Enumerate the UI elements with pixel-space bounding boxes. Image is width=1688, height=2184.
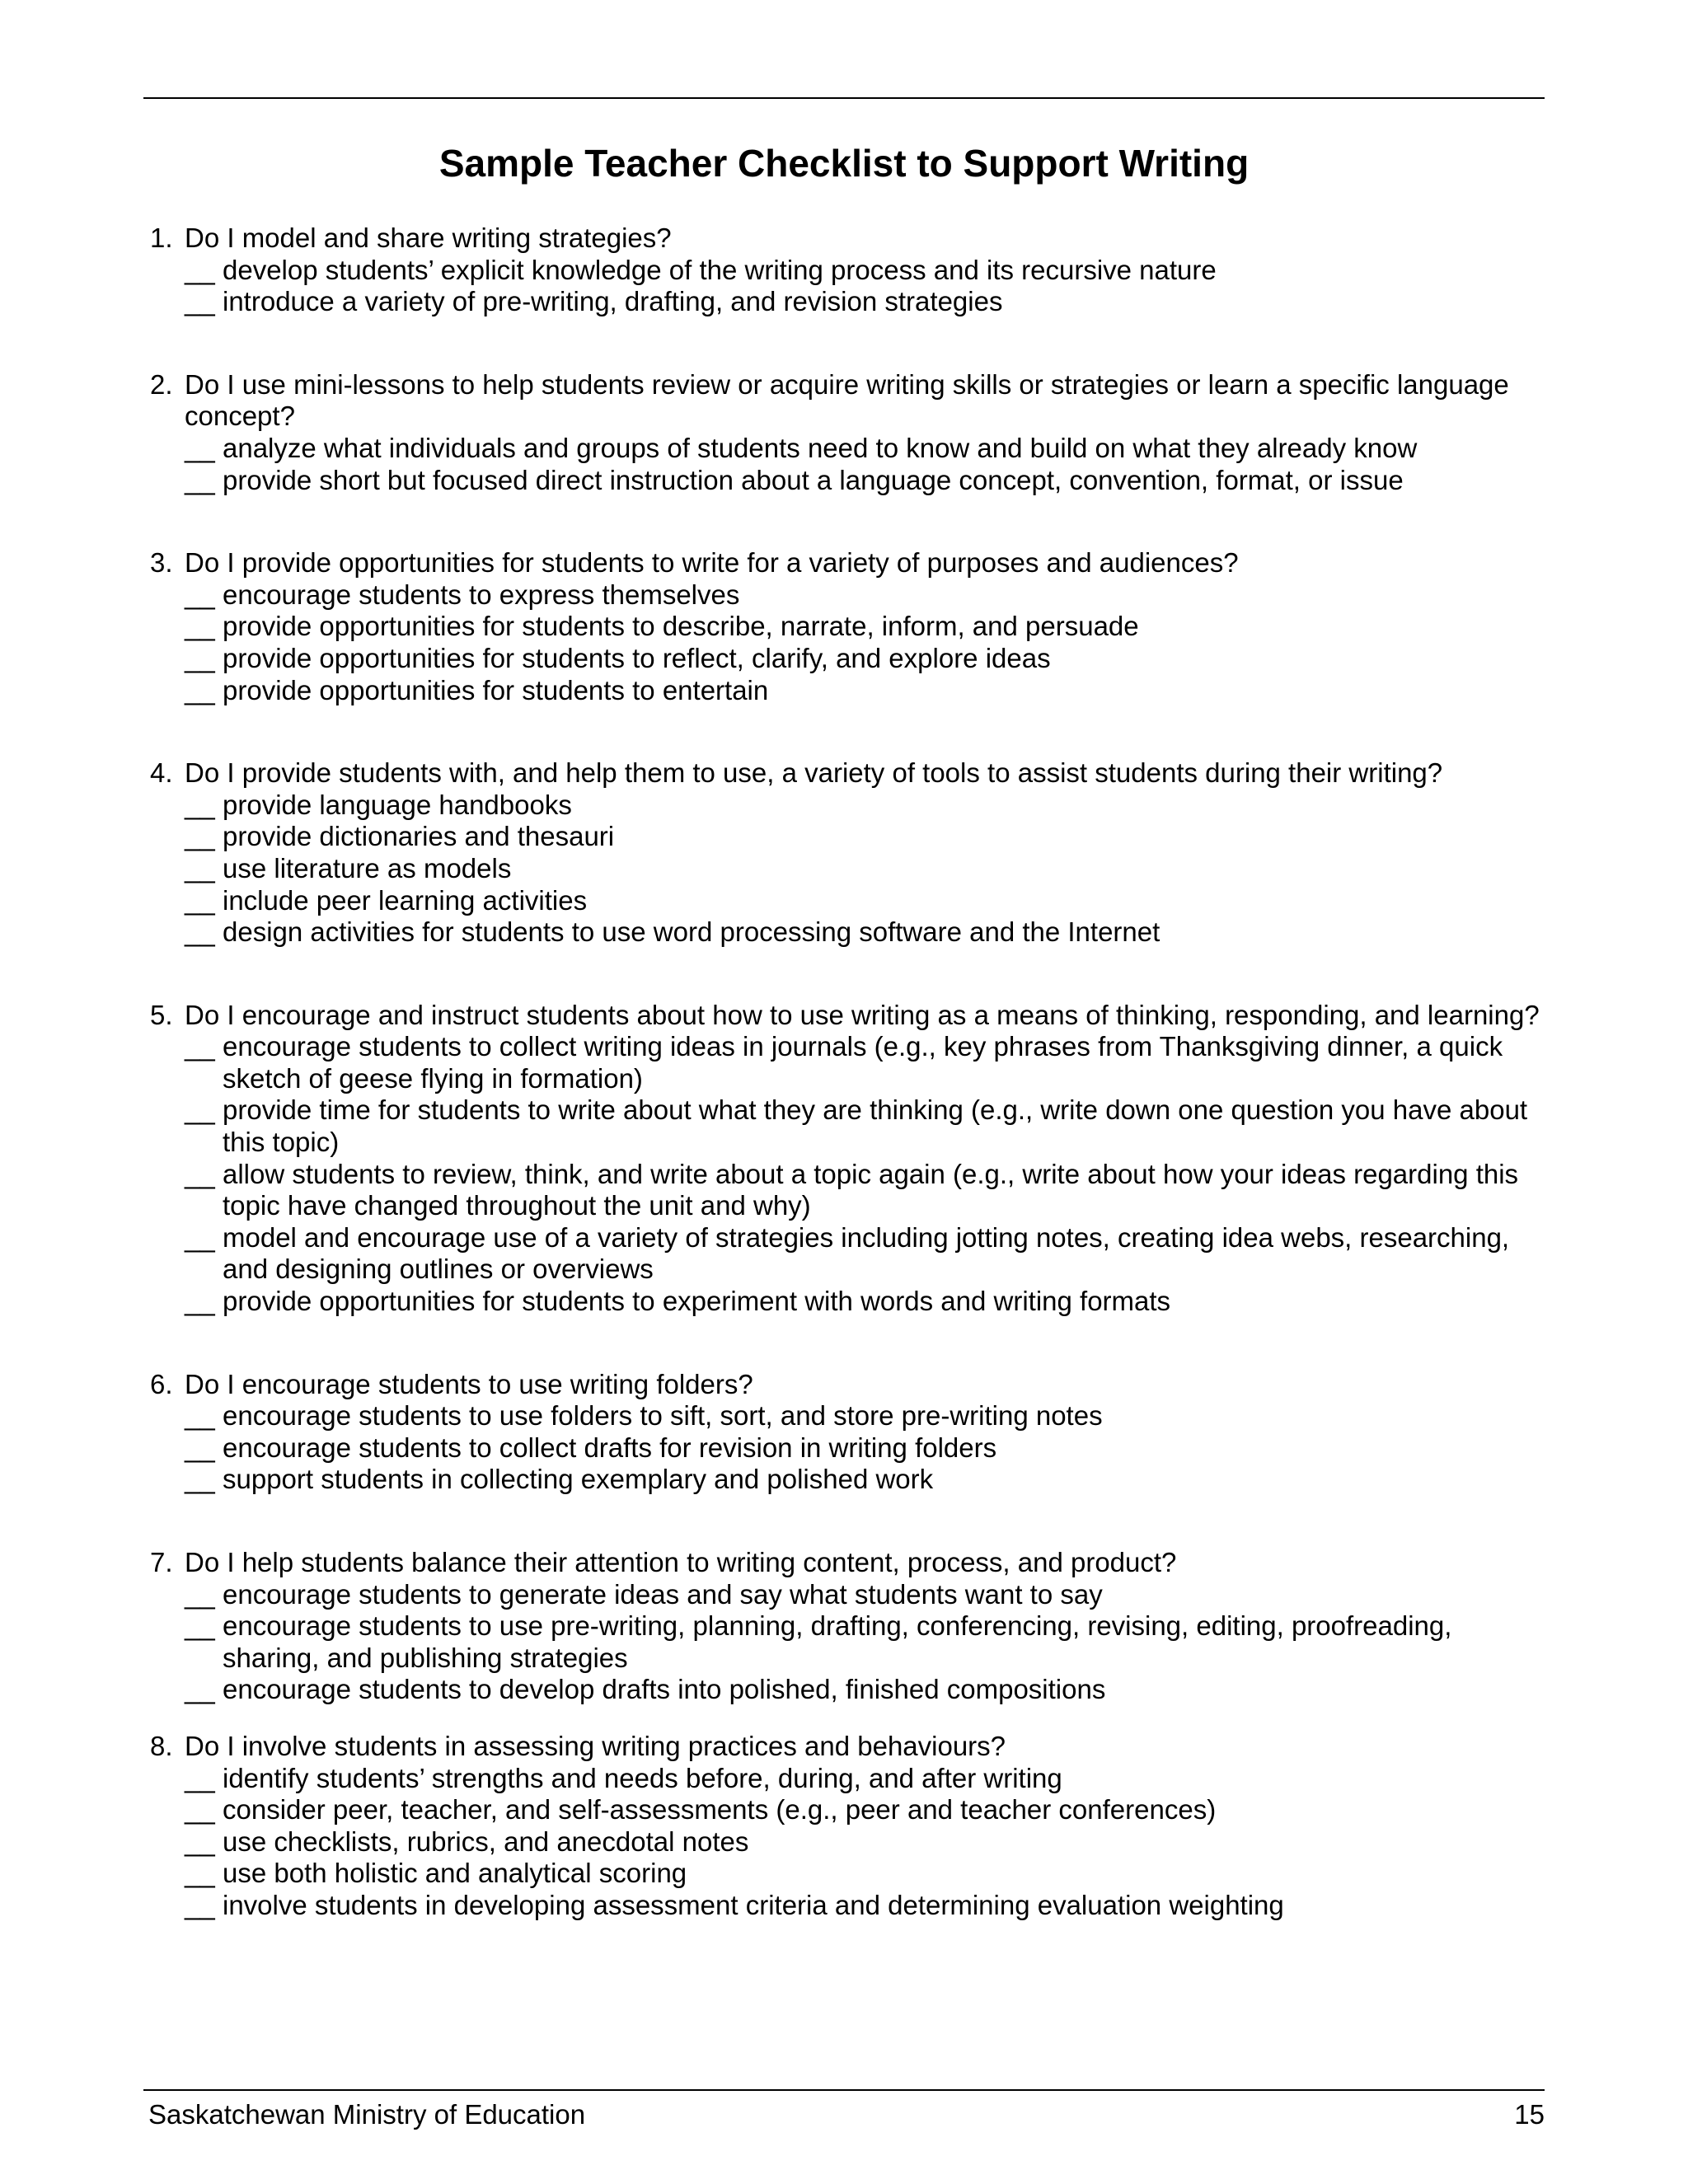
checklist-item xyxy=(143,1094,1545,1158)
checklist-items xyxy=(143,1400,1545,1496)
checklist-item-text: provide opportunities for students to entertain xyxy=(223,674,769,705)
checklist-item-text: include peer learning activities xyxy=(223,884,588,916)
blank-checkbox-line: __ xyxy=(185,789,215,820)
checklist-item-text: use literature as models xyxy=(223,852,512,883)
checklist-item-text: use checklists, rubrics, and anecdotal notes xyxy=(223,1825,749,1857)
blank-checkbox-line: __ xyxy=(185,1221,215,1253)
question-text: Do I help students balance their attention to writing content, process, and product? xyxy=(185,1547,1177,1577)
checklist-item xyxy=(143,1890,1545,1922)
question-text: Do I model and share writing strategies? xyxy=(185,223,672,253)
blank-checkbox-line: __ xyxy=(185,1400,215,1432)
footer-publisher: Saskatchewan Ministry of Education xyxy=(148,2099,586,2130)
checklist-items xyxy=(143,579,1545,706)
checklist-item-text: use both holistic and analytical scoring xyxy=(223,1858,687,1889)
checklist-item xyxy=(143,1763,1545,1795)
blank-checkbox-line: __ xyxy=(185,1794,215,1825)
question-number: 8. xyxy=(150,1730,173,1761)
checklist-item xyxy=(143,255,1545,287)
checklist-item xyxy=(143,1794,1545,1826)
question-number: 4. xyxy=(150,757,173,789)
checklist-item xyxy=(143,286,1545,318)
blank-checkbox-line: __ xyxy=(185,1432,215,1463)
checklist-item-text: encourage students to collect drafts for revision in writing folders xyxy=(223,1432,997,1463)
checklist-item xyxy=(143,1610,1545,1674)
checklist-items xyxy=(143,1579,1545,1706)
checklist-section xyxy=(143,1369,1545,1496)
blank-checkbox-line: __ xyxy=(185,1094,215,1126)
checklist-item xyxy=(143,790,1545,822)
blank-checkbox-line: __ xyxy=(185,254,215,285)
checklist-item xyxy=(143,465,1545,497)
checklist-section xyxy=(143,223,1545,318)
blank-checkbox-line: __ xyxy=(185,579,215,610)
checklist-item-text: analyze what individuals and groups of students need to know and build on what they already know xyxy=(223,432,1418,463)
question xyxy=(143,1731,1545,1763)
footer-rule xyxy=(143,2089,1545,2091)
blank-checkbox-line: __ xyxy=(185,674,215,705)
checklist-item-text: support students in collecting exemplary and polished work xyxy=(223,1464,934,1495)
checklist-section xyxy=(143,369,1545,496)
checklist-item xyxy=(143,1674,1545,1706)
checklist-item-text: provide short but focused direct instruction about a language concept, convention, format, or issue xyxy=(223,464,1404,495)
question-text: Do I encourage students to use writing folders? xyxy=(185,1368,753,1399)
header-rule xyxy=(143,97,1545,99)
blank-checkbox-line: __ xyxy=(185,1031,215,1062)
question-number: 1. xyxy=(150,223,173,253)
question xyxy=(143,757,1545,790)
checklist-item xyxy=(143,1400,1545,1432)
checklist-item xyxy=(143,1286,1545,1318)
checklist-item-text: introduce a variety of pre-writing, drafting, and revision strategies xyxy=(223,286,1003,317)
question xyxy=(143,1547,1545,1579)
checklist-items xyxy=(143,433,1545,496)
question xyxy=(143,223,1545,255)
checklist-item xyxy=(143,675,1545,707)
question-text: Do I involve students in assessing writing practices and behaviours? xyxy=(185,1730,1006,1761)
checklist-item-text: provide opportunities for students to describe, narrate, inform, and persuade xyxy=(223,611,1139,642)
checklist-item-text: encourage students to develop drafts into polished, finished compositions xyxy=(223,1674,1106,1705)
blank-checkbox-line: __ xyxy=(185,286,215,317)
checklist-item-text: provide dictionaries and thesauri xyxy=(223,821,615,852)
blank-checkbox-line: __ xyxy=(185,1158,215,1189)
question xyxy=(143,1000,1545,1032)
checklist-item xyxy=(143,643,1545,675)
checklist-item-text: provide language handbooks xyxy=(223,789,572,820)
checklist-item xyxy=(143,1826,1545,1858)
checklist-item xyxy=(143,853,1545,885)
page-title: Sample Teacher Checklist to Support Writing xyxy=(438,142,1250,185)
checklist-item xyxy=(143,1579,1545,1611)
blank-checkbox-line: __ xyxy=(185,884,215,916)
blank-checkbox-line: __ xyxy=(185,1762,215,1793)
blank-checkbox-line: __ xyxy=(185,432,215,463)
blank-checkbox-line: __ xyxy=(185,1610,215,1642)
question xyxy=(143,1369,1545,1401)
checklist-item xyxy=(143,821,1545,853)
checklist-item xyxy=(143,1858,1545,1890)
question-number: 3. xyxy=(150,547,173,579)
checklist-item xyxy=(143,1159,1545,1222)
question-number: 2. xyxy=(150,368,173,400)
blank-checkbox-line: __ xyxy=(185,1286,215,1317)
checklist-items xyxy=(143,255,1545,318)
blank-checkbox-line: __ xyxy=(185,1674,215,1705)
blank-checkbox-line: __ xyxy=(185,464,215,495)
checklist-item xyxy=(143,1222,1545,1286)
question-text: Do I use mini-lessons to help students review or acquire writing skills or strategies or learn a specific language concept? xyxy=(185,368,1509,432)
question-number: 6. xyxy=(150,1368,173,1399)
checklist-item xyxy=(143,611,1545,643)
checklist-item-text: provide opportunities for students to reflect, clarify, and explore ideas xyxy=(223,642,1051,673)
checklist-section xyxy=(143,1000,1545,1318)
question-text: Do I encourage and instruct students about how to use writing as a means of thinking, responding, and learning? xyxy=(185,999,1540,1030)
checklist-item-text: develop students’ explicit knowledge of the writing process and its recursive nature xyxy=(223,254,1217,285)
checklist-items xyxy=(143,790,1545,949)
checklist-item-text: encourage students to express themselves xyxy=(223,579,740,610)
blank-checkbox-line: __ xyxy=(185,1858,215,1889)
blank-checkbox-line: __ xyxy=(185,1578,215,1610)
checklist-item-text: provide time for students to write about what they are thinking (e.g., write down one question you have about this topic) xyxy=(223,1094,1528,1158)
checklist-section xyxy=(143,1547,1545,1706)
blank-checkbox-line: __ xyxy=(185,916,215,948)
question-number: 5. xyxy=(150,999,173,1030)
checklist-item xyxy=(143,1432,1545,1465)
blank-checkbox-line: __ xyxy=(185,852,215,883)
blank-checkbox-line: __ xyxy=(185,1825,215,1857)
blank-checkbox-line: __ xyxy=(185,1889,215,1920)
blank-checkbox-line: __ xyxy=(185,642,215,673)
checklist-item-text: encourage students to generate ideas and say what students want to say xyxy=(223,1578,1103,1610)
question-text: Do I provide students with, and help them to use, a variety of tools to assist students during their writing? xyxy=(185,757,1443,789)
page-number: 15 xyxy=(1514,2099,1545,2130)
question xyxy=(143,369,1545,433)
checklist-item-text: consider peer, teacher, and self-assessments (e.g., peer and teacher conferences) xyxy=(223,1794,1217,1825)
checklist-item-text: involve students in developing assessment criteria and determining evaluation weighting xyxy=(223,1889,1284,1920)
checklist-item xyxy=(143,433,1545,465)
checklist-item-text: allow students to review, think, and write about a topic again (e.g., write about how your ideas regarding this topic have changed throughout the unit and why) xyxy=(223,1158,1519,1221)
checklist-item-text: model and encourage use of a variety of strategies including jotting notes, creating idea webs, researching, and designing outlines or overviews xyxy=(223,1221,1510,1285)
blank-checkbox-line: __ xyxy=(185,821,215,852)
checklist-item-text: encourage students to use pre-writing, planning, drafting, conferencing, revising, editing, proofreading, sharing, and publishing strategies xyxy=(223,1610,1452,1673)
checklist-item xyxy=(143,1464,1545,1496)
checklist xyxy=(143,223,1545,1922)
checklist-section xyxy=(143,547,1545,706)
checklist-section xyxy=(143,1731,1545,1922)
checklist-item xyxy=(143,1031,1545,1094)
question-number: 7. xyxy=(150,1547,173,1577)
checklist-item-text: design activities for students to use word processing software and the Internet xyxy=(223,916,1160,948)
question xyxy=(143,547,1545,579)
checklist-section xyxy=(143,757,1545,949)
checklist-item-text: identify students’ strengths and needs before, during, and after writing xyxy=(223,1762,1062,1793)
blank-checkbox-line: __ xyxy=(185,1464,215,1495)
checklist-item xyxy=(143,885,1545,917)
checklist-item xyxy=(143,579,1545,612)
checklist-items xyxy=(143,1763,1545,1922)
checklist-item-text: encourage students to use folders to sift, sort, and store pre-writing notes xyxy=(223,1400,1103,1432)
checklist-items xyxy=(143,1031,1545,1317)
question-text: Do I provide opportunities for students to write for a variety of purposes and audiences? xyxy=(185,547,1239,579)
blank-checkbox-line: __ xyxy=(185,611,215,642)
checklist-item-text: encourage students to collect writing ideas in journals (e.g., key phrases from Thanksgiving dinner, a quick sketch of geese flying in formation) xyxy=(223,1031,1503,1094)
checklist-item-text: provide opportunities for students to experiment with words and writing formats xyxy=(223,1286,1171,1317)
checklist-item xyxy=(143,916,1545,949)
